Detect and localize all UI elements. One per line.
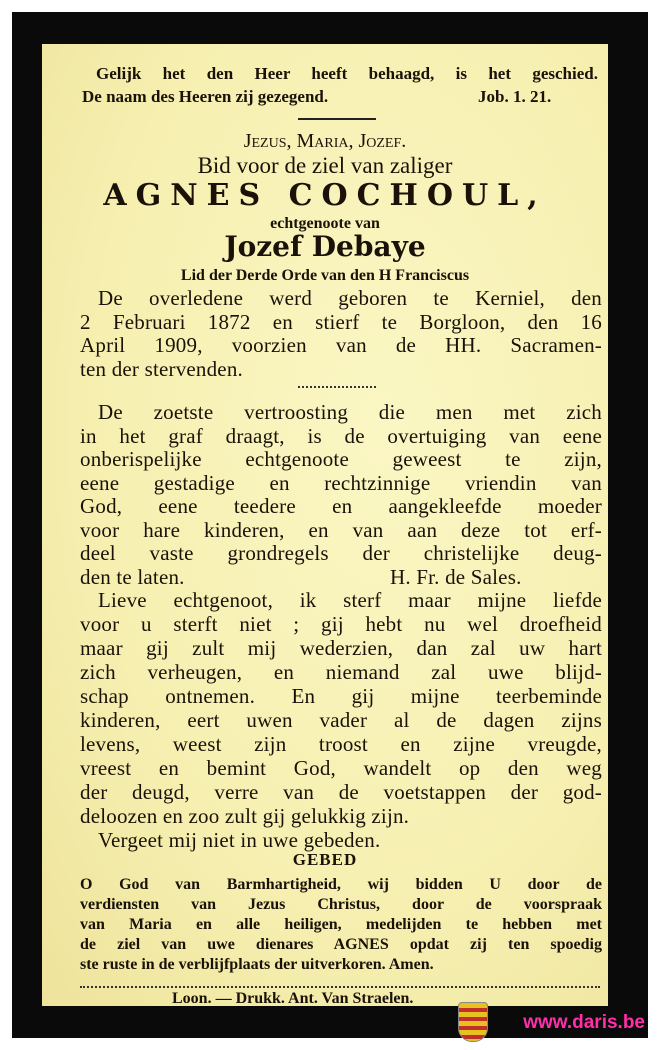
biography-line: De overledene werd geboren te Kerniel, den bbox=[98, 286, 602, 310]
prayer-line: van Maria en alle heiligen, medelijden te hebben met bbox=[80, 916, 602, 933]
biography-line: ten der stervenden. bbox=[80, 356, 243, 381]
farewell-line: maar gij zult mij wederzien, dan zal uw hart bbox=[80, 636, 602, 660]
farewell-line: schap ontnemen. En gij mijne teerbeminde bbox=[80, 684, 602, 708]
quote-line: eene gestadige en rechtzinnige vriendin van bbox=[80, 470, 602, 495]
membership: Lid der Derde Orde van den H Franciscus bbox=[180, 267, 470, 284]
prayer-line: O God van Barmhartigheid, wij bidden U door de bbox=[80, 876, 602, 893]
epigraph-line-2: De naam des Heeren zij gezegend. bbox=[82, 87, 329, 106]
quote-author: H. Fr. de Sales. bbox=[390, 565, 522, 589]
prayer-title: GEBED bbox=[292, 850, 358, 869]
divider bbox=[298, 118, 376, 120]
biography-line: 2 Februari 1872 en stierf te Borgloon, den 16 bbox=[80, 309, 602, 334]
quote-line: in het graf draagt, is de overtuiging van eene bbox=[80, 423, 602, 448]
farewell-line: Vergeet mij niet in uwe gebeden. bbox=[98, 828, 381, 852]
deceased-name: AGNES COCHOUL, bbox=[103, 178, 547, 213]
farewell-line: voor u sterft niet ; gij hebt nu wel droefheid bbox=[80, 612, 602, 636]
quote-line: voor hare kinderen, en van aan deze tot erf- bbox=[80, 517, 602, 542]
biography-line: April 1909, voorzien van de HH. Sacramen- bbox=[80, 333, 602, 357]
quote-line: De zoetste vertroosting die men met zich bbox=[98, 400, 602, 424]
prayer-line: ste ruste in de verblijfplaats der uitverkoren. Amen. bbox=[80, 956, 434, 973]
quote-line: God, eene teedere en aangekleefde moeder bbox=[80, 494, 602, 518]
epigraph-reference: Job. 1. 21. bbox=[478, 87, 552, 106]
quote-line: onberispelijke echtgenoote geweest te zijn, bbox=[80, 447, 602, 471]
invocation: Jezus, Maria, Jozef. bbox=[243, 130, 407, 152]
farewell-line: kinderen, eert uwen vader al de dagen zijns bbox=[80, 708, 602, 732]
quote-line: den te laten. bbox=[80, 564, 185, 589]
dotted-divider bbox=[80, 986, 600, 988]
printer-credit: Loon. — Drukk. Ant. Van Straelen. bbox=[172, 990, 414, 1007]
relation: echtgenoote van bbox=[270, 215, 380, 232]
farewell-line: vreest en bemint God, wandelt op den weg bbox=[80, 756, 602, 780]
farewell-line: zich verheugen, en niemand zal uwe blijd- bbox=[80, 660, 602, 684]
farewell-line: levens, weest zijn troost en zijne vreugde, bbox=[80, 732, 602, 756]
quote-line: deel vaste grondregels der christelijke deug- bbox=[80, 541, 602, 565]
prayer-request: Bid voor de ziel van zaliger bbox=[197, 153, 453, 178]
dotted-divider bbox=[298, 386, 376, 388]
farewell-line: der deugd, verre van de voetstappen der god- bbox=[80, 780, 602, 804]
epigraph-line-1: Gelijk het den Heer heeft behaagd, is het geschied. bbox=[96, 64, 598, 83]
prayer-line: de ziel van uwe dienares AGNES opdat zij ten spoedig bbox=[80, 936, 602, 953]
farewell-line: deloozen en zoo zult gij gelukkig zijn. bbox=[80, 804, 410, 828]
spouse-name: Jozef Debaye bbox=[224, 230, 426, 263]
farewell-line: Lieve echtgenoot, ik sterf maar mijne liefde bbox=[98, 588, 602, 612]
watermark: www.daris.be bbox=[523, 1012, 645, 1033]
coat-of-arms-icon bbox=[458, 1002, 488, 1042]
prayer-line: verdiensten van Jezus Christus, door de voorspraak bbox=[80, 896, 602, 913]
